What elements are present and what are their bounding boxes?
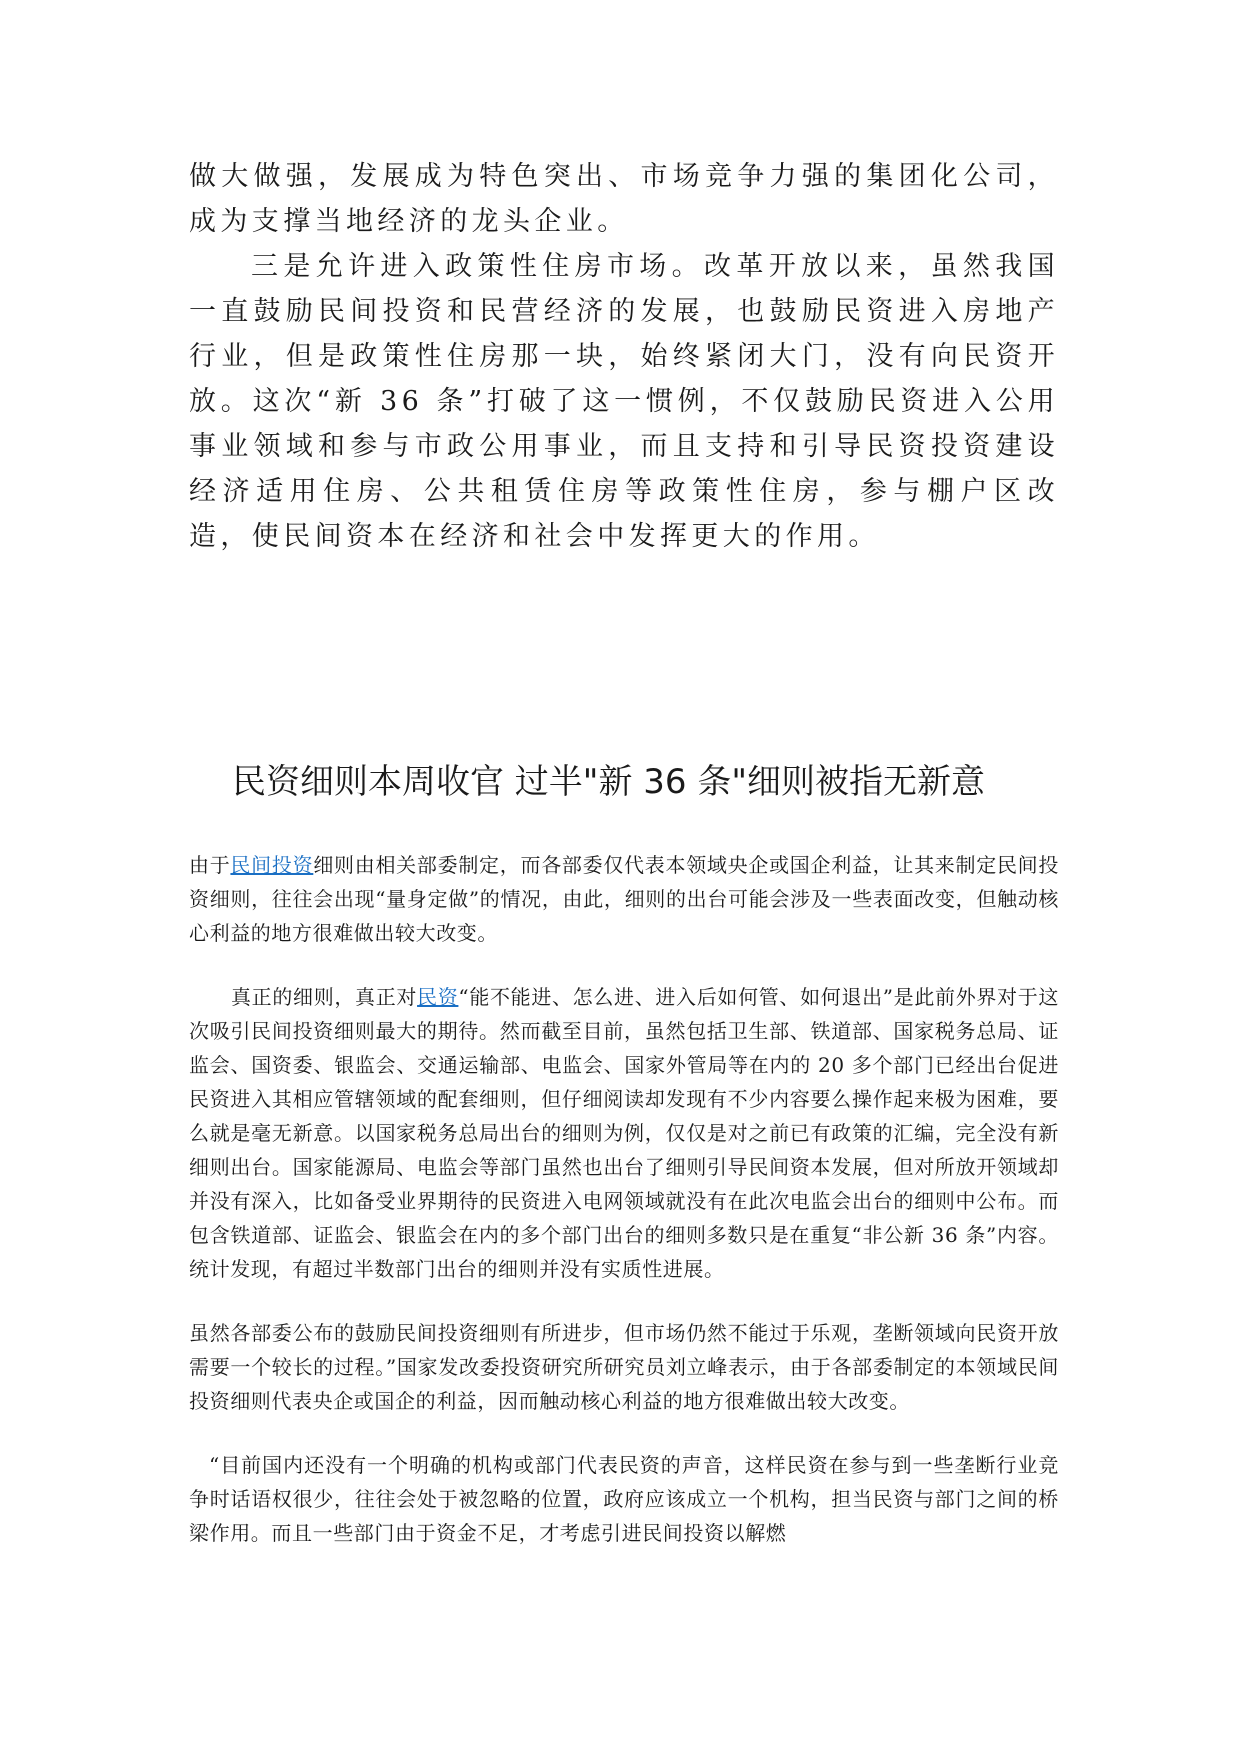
- paragraph-2-lead: 真正的细则，真正对: [231, 985, 418, 1009]
- link-private-capital[interactable]: 民资: [417, 985, 459, 1009]
- paragraph-continuation: 做大做强，发展成为特色突出、市场竞争力强的集团化公司，成为支撑当地经济的龙头企业。: [189, 161, 1059, 237]
- paragraph-3: 虽然各部委公布的鼓励民间投资细则有所进步，但市场仍然不能过于乐观，垄断领域向民资开放需要一个较长的过程。”国家发改委投资研究所研究员刘立峰表示，由于各部委制定的本领域民间投资细则代表央企或国企的利益，因而触动核心利益的地方很难做出较大改变。: [189, 1321, 1059, 1413]
- article-body: [189, 848, 1059, 1580]
- paragraph-1: [189, 848, 1059, 950]
- paragraph-2-rest: “能不能进、怎么进、进入后如何管、如何退出”是此前外界对于这次吸引民间投资细则最大的期待。然而截至目前，虽然包括卫生部、铁道部、国家税务总局、证监会、国资委、银监会、交通运输部、电监会、国家外管局等在内的 20 多个部门已经出台促进民资进入其相应管辖领域的配套细则，但仔细阅读却发现有不少内容要么操作起来极为困难，要么就是毫无新意。以国家税务总局出台的细则为例，仅仅是对之前已有政策的汇编，完全没有新细则出台。国家能源局、电监会等部门虽然也出台了细则引导民间资本发展，但对所放开领域却并没有深入，比如备受业界期待的民资进入电网领域就没有在此次电监会出台的细则中公布。而包含铁道部、证监会、银监会在内的多个部门出台的细则多数只是在重复“非公新 36 条”内容。统计发现，有超过半数部门出台的细则并没有实质性进展。: [189, 985, 1060, 1281]
- paragraph-1-lead: 由于: [189, 853, 231, 877]
- article-title: 民资细则本周收官 过半"新 36 条"细则被指无新意: [232, 762, 985, 802]
- paragraph-4: “目前国内还没有一个明确的机构或部门代表民资的声音，这样民资在参与到一些垄断行业竞争时话语权很少，往往会处于被忽略的位置，政府应该成立一个机构，担当民资与部门之间的桥梁作用。而且一些部门由于资金不足，才考虑引进民间投资以解燃: [189, 1453, 1059, 1545]
- paragraph-2: [189, 980, 1059, 1286]
- paragraph-1-rest: 细则由相关部委制定，而各部委仅代表本领域央企或国企利益，让其来制定民间投资细则，往往会出现“量身定做”的情况，由此，细则的出台可能会涉及一些表面改变，但触动核心利益的地方很难做出较大改变。: [189, 853, 1059, 945]
- paragraph-policy-housing: 三是允许进入政策性住房市场。改革开放以来，虽然我国一直鼓励民间投资和民营经济的发展，也鼓励民资进入房地产行业，但是政策性住房那一块，始终紧闭大门，没有向民资开放。这次“新 36 条”打破了这一惯例，不仅鼓励民资进入公用事业领域和参与市政公用事业，而且支持和引导民资投资建设经济适用住房、公共租赁住房等政策性住房，参与棚户区改造，使民间资本在经济和社会中发挥更大的作用。: [189, 251, 1059, 552]
- link-private-investment[interactable]: 民间投资: [230, 853, 314, 877]
- previous-article-section: [189, 154, 1059, 559]
